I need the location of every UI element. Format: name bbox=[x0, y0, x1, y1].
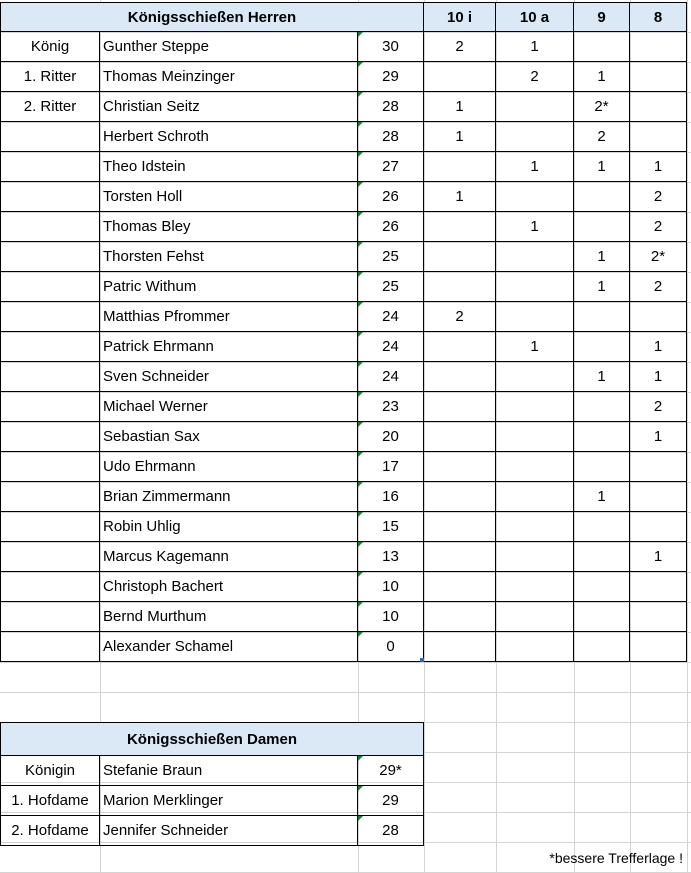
men-name-cell-text: Christian Seitz bbox=[103, 98, 200, 115]
men-hits-c9[interactable] bbox=[574, 452, 630, 482]
men-hits-c9-text: 2 bbox=[597, 128, 606, 145]
men-hits-c10i[interactable] bbox=[424, 302, 496, 332]
men-name-cell[interactable] bbox=[100, 92, 358, 122]
men-hits-c10a[interactable] bbox=[496, 632, 574, 662]
men-score-cell-text: 29 bbox=[382, 68, 399, 85]
men-hits-c8[interactable] bbox=[630, 542, 687, 572]
men-rank-cell-text: König bbox=[30, 38, 70, 55]
women-rank-cell[interactable] bbox=[0, 786, 100, 816]
men-hits-c10a[interactable] bbox=[496, 212, 574, 242]
men-hits-c8[interactable] bbox=[630, 272, 687, 302]
men-hits-c10a[interactable] bbox=[496, 602, 574, 632]
men-hits-c8-text: 2 bbox=[653, 278, 663, 295]
men-name-cell-text: Alexander Schamel bbox=[103, 638, 234, 655]
women-title-text: Königsschießen Damen bbox=[126, 730, 298, 748]
men-name-cell-text: Udo Ehrmann bbox=[103, 458, 196, 475]
men-col-header-text: 8 bbox=[653, 8, 663, 26]
men-hits-c8-text: 1 bbox=[653, 548, 663, 565]
men-hits-c10a[interactable] bbox=[496, 302, 574, 332]
women-name-cell-text: Stefanie Braun bbox=[103, 762, 203, 779]
men-name-cell[interactable] bbox=[100, 422, 358, 452]
men-score-cell-text: 25 bbox=[382, 278, 399, 295]
men-name-cell-text: Brian Zimmermann bbox=[103, 488, 231, 505]
men-score-cell[interactable] bbox=[358, 422, 424, 452]
men-score-cell-text: 16 bbox=[382, 488, 399, 505]
men-hits-c9[interactable] bbox=[574, 302, 630, 332]
men-name-cell-text: Christoph Bachert bbox=[103, 578, 224, 595]
men-hits-c10a[interactable] bbox=[496, 272, 574, 302]
men-hits-c8[interactable] bbox=[630, 302, 687, 332]
men-hits-c9[interactable] bbox=[574, 482, 630, 512]
men-rank-cell[interactable] bbox=[0, 482, 100, 512]
men-hits-c9[interactable] bbox=[574, 392, 630, 422]
men-col-header[interactable] bbox=[496, 2, 574, 32]
men-rank-cell[interactable] bbox=[0, 602, 100, 632]
men-hits-c8[interactable] bbox=[630, 392, 687, 422]
men-name-cell[interactable] bbox=[100, 62, 358, 92]
men-name-cell-text: Thorsten Fehst bbox=[103, 248, 204, 265]
men-hits-c8[interactable] bbox=[630, 362, 687, 392]
men-score-cell[interactable] bbox=[358, 152, 424, 182]
men-name-cell-text: Robin Uhlig bbox=[103, 518, 181, 535]
men-rank-cell[interactable] bbox=[0, 182, 100, 212]
men-name-cell-text: Theo Idstein bbox=[103, 158, 186, 175]
men-hits-c8-text: 2* bbox=[650, 248, 666, 265]
men-hits-c8-text: 1 bbox=[653, 338, 663, 355]
men-name-cell[interactable] bbox=[100, 122, 358, 152]
men-hits-c10a[interactable] bbox=[496, 62, 574, 92]
women-rank-cell[interactable] bbox=[0, 756, 100, 786]
women-name-cell-text: Jennifer Schneider bbox=[103, 822, 229, 839]
men-hits-c10a[interactable] bbox=[496, 32, 574, 62]
men-hits-c10a[interactable] bbox=[496, 572, 574, 602]
men-rank-cell[interactable] bbox=[0, 272, 100, 302]
men-hits-c10i[interactable] bbox=[424, 482, 496, 512]
men-hits-c8[interactable] bbox=[630, 452, 687, 482]
men-hits-c10a-text: 1 bbox=[530, 158, 539, 175]
men-hits-c10i[interactable] bbox=[424, 632, 496, 662]
men-hits-c8[interactable] bbox=[630, 92, 687, 122]
men-score-cell[interactable] bbox=[358, 362, 424, 392]
men-score-cell-text: 10 bbox=[382, 578, 399, 595]
men-score-cell-text: 23 bbox=[382, 398, 399, 415]
men-hits-c9[interactable] bbox=[574, 152, 630, 182]
men-rank-cell[interactable] bbox=[0, 452, 100, 482]
men-hits-c10i[interactable] bbox=[424, 332, 496, 362]
men-hits-c9[interactable] bbox=[574, 122, 630, 152]
men-col-header-text: 10 a bbox=[519, 8, 550, 26]
men-name-cell[interactable] bbox=[100, 242, 358, 272]
men-score-cell[interactable] bbox=[358, 122, 424, 152]
men-name-cell[interactable] bbox=[100, 512, 358, 542]
men-col-header[interactable] bbox=[574, 2, 630, 32]
men-score-cell-text: 28 bbox=[382, 128, 399, 145]
men-score-cell[interactable] bbox=[358, 182, 424, 212]
men-hits-c9-text: 1 bbox=[597, 158, 606, 175]
men-score-cell-text: 24 bbox=[382, 368, 399, 385]
women-rank-cell-text: Königin bbox=[24, 762, 76, 779]
men-name-cell-text: Patrick Ehrmann bbox=[103, 338, 214, 355]
men-hits-c10a-text: 2 bbox=[530, 68, 539, 85]
men-hits-c8[interactable] bbox=[630, 32, 687, 62]
men-hits-c10a[interactable] bbox=[496, 542, 574, 572]
men-score-cell[interactable] bbox=[358, 482, 424, 512]
men-hits-c10a[interactable] bbox=[496, 452, 574, 482]
men-score-cell[interactable] bbox=[358, 572, 424, 602]
men-hits-c10i-text: 2 bbox=[455, 308, 464, 325]
men-hits-c10a[interactable] bbox=[496, 332, 574, 362]
men-hits-c8[interactable] bbox=[630, 212, 687, 242]
men-rank-cell[interactable] bbox=[0, 392, 100, 422]
men-score-cell-text: 30 bbox=[382, 38, 399, 55]
women-rank-cell-text: 1. Hofdame bbox=[11, 792, 89, 809]
men-title-text: Königsschießen Herren bbox=[127, 8, 297, 26]
men-score-cell-text: 15 bbox=[382, 518, 399, 535]
men-score-cell[interactable] bbox=[358, 92, 424, 122]
men-hits-c10i[interactable] bbox=[424, 452, 496, 482]
men-hits-c10i-text: 1 bbox=[455, 188, 464, 205]
men-name-cell[interactable] bbox=[100, 152, 358, 182]
men-hits-c9[interactable] bbox=[574, 422, 630, 452]
men-rank-cell-text: 1. Ritter bbox=[23, 68, 77, 85]
men-hits-c8[interactable] bbox=[630, 182, 687, 212]
men-hits-c10i[interactable] bbox=[424, 272, 496, 302]
men-score-cell[interactable] bbox=[358, 452, 424, 482]
men-score-cell-text: 24 bbox=[382, 338, 399, 355]
men-hits-c10a[interactable] bbox=[496, 512, 574, 542]
men-score-cell-text: 17 bbox=[382, 458, 399, 475]
women-name-cell[interactable] bbox=[100, 786, 358, 816]
men-name-cell-text: Marcus Kagemann bbox=[103, 548, 229, 565]
men-score-cell-text: 13 bbox=[382, 548, 399, 565]
men-hits-c10a-text: 1 bbox=[530, 338, 539, 355]
men-hits-c9[interactable] bbox=[574, 212, 630, 242]
fill-handle[interactable] bbox=[420, 658, 424, 662]
men-hits-c10i[interactable] bbox=[424, 122, 496, 152]
men-name-cell-text: Sebastian Sax bbox=[103, 428, 200, 445]
men-rank-cell[interactable] bbox=[0, 32, 100, 62]
men-name-cell-text: Thomas Meinzinger bbox=[103, 68, 235, 85]
men-name-cell-text: Gunther Steppe bbox=[103, 38, 209, 55]
men-hits-c10i[interactable] bbox=[424, 392, 496, 422]
men-name-cell-text: Matthias Pfrommer bbox=[103, 308, 230, 325]
men-name-cell-text: Herbert Schroth bbox=[103, 128, 209, 145]
women-score-cell-text: 28 bbox=[382, 822, 399, 839]
men-hits-c9[interactable] bbox=[574, 362, 630, 392]
women-rank-cell-text: 2. Hofdame bbox=[11, 822, 89, 839]
women-score-cell[interactable] bbox=[358, 816, 424, 846]
men-score-cell[interactable] bbox=[358, 212, 424, 242]
men-rank-cell-text: 2. Ritter bbox=[23, 98, 77, 115]
men-hits-c8-text: 2 bbox=[653, 218, 663, 235]
men-hits-c8[interactable] bbox=[630, 482, 687, 512]
men-hits-c9[interactable] bbox=[574, 182, 630, 212]
men-rank-cell[interactable] bbox=[0, 542, 100, 572]
men-hits-c10i[interactable] bbox=[424, 362, 496, 392]
men-hits-c9-text: 1 bbox=[597, 278, 606, 295]
men-hits-c10a[interactable] bbox=[496, 182, 574, 212]
men-hits-c8-text: 1 bbox=[653, 368, 663, 385]
men-hits-c9[interactable] bbox=[574, 572, 630, 602]
men-hits-c10i[interactable] bbox=[424, 572, 496, 602]
men-hits-c10a[interactable] bbox=[496, 392, 574, 422]
men-hits-c9[interactable] bbox=[574, 32, 630, 62]
men-name-cell[interactable] bbox=[100, 32, 358, 62]
men-hits-c9[interactable] bbox=[574, 242, 630, 272]
men-score-cell[interactable] bbox=[358, 302, 424, 332]
men-score-cell-text: 20 bbox=[382, 428, 399, 445]
men-hits-c9[interactable] bbox=[574, 632, 630, 662]
men-score-cell[interactable] bbox=[358, 242, 424, 272]
men-hits-c9-text: 1 bbox=[597, 488, 606, 505]
men-hits-c10i-text: 1 bbox=[455, 128, 464, 145]
men-hits-c8[interactable] bbox=[630, 242, 687, 272]
men-name-cell-text: Sven Schneider bbox=[103, 368, 209, 385]
men-score-cell[interactable] bbox=[358, 392, 424, 422]
men-hits-c10a[interactable] bbox=[496, 122, 574, 152]
men-hits-c8-text: 2 bbox=[653, 398, 663, 415]
women-score-cell[interactable] bbox=[358, 756, 424, 786]
men-score-cell-text: 26 bbox=[382, 218, 399, 235]
men-score-cell-text: 0 bbox=[386, 638, 395, 655]
footnote bbox=[430, 846, 687, 870]
women-name-cell-text: Marion Merklinger bbox=[103, 792, 224, 809]
men-hits-c8-text: 2 bbox=[653, 188, 663, 205]
men-name-cell[interactable] bbox=[100, 632, 358, 662]
men-name-cell[interactable] bbox=[100, 272, 358, 302]
gridline bbox=[0, 692, 691, 693]
men-name-cell-text: Bernd Murthum bbox=[103, 608, 207, 625]
men-hits-c10a[interactable] bbox=[496, 482, 574, 512]
men-hits-c10a-text: 1 bbox=[530, 218, 539, 235]
men-name-cell-text: Michael Werner bbox=[103, 398, 208, 415]
men-hits-c9[interactable] bbox=[574, 542, 630, 572]
women-score-cell[interactable] bbox=[358, 786, 424, 816]
men-hits-c10i[interactable] bbox=[424, 602, 496, 632]
men-hits-c10i[interactable] bbox=[424, 152, 496, 182]
men-hits-c10i[interactable] bbox=[424, 242, 496, 272]
men-score-cell-text: 24 bbox=[382, 308, 399, 325]
men-hits-c10i-text: 2 bbox=[455, 38, 464, 55]
men-hits-c10a[interactable] bbox=[496, 362, 574, 392]
men-rank-cell[interactable] bbox=[0, 332, 100, 362]
men-hits-c10a[interactable] bbox=[496, 92, 574, 122]
men-hits-c9[interactable] bbox=[574, 332, 630, 362]
men-score-cell[interactable] bbox=[358, 632, 424, 662]
men-hits-c9-text: 1 bbox=[597, 68, 606, 85]
men-name-cell[interactable] bbox=[100, 212, 358, 242]
men-hits-c8[interactable] bbox=[630, 332, 687, 362]
men-hits-c10i[interactable] bbox=[424, 542, 496, 572]
men-hits-c10i-text: 1 bbox=[455, 98, 464, 115]
men-hits-c10i[interactable] bbox=[424, 212, 496, 242]
men-name-cell-text: Torsten Holl bbox=[103, 188, 183, 205]
men-score-cell[interactable] bbox=[358, 602, 424, 632]
men-hits-c9[interactable] bbox=[574, 62, 630, 92]
men-hits-c9-text: 1 bbox=[597, 368, 606, 385]
men-hits-c10a[interactable] bbox=[496, 152, 574, 182]
men-title[interactable] bbox=[0, 2, 424, 32]
men-rank-cell[interactable] bbox=[0, 512, 100, 542]
men-hits-c8-text: 1 bbox=[653, 428, 663, 445]
men-rank-cell[interactable] bbox=[0, 62, 100, 92]
men-rank-cell[interactable] bbox=[0, 422, 100, 452]
men-score-cell[interactable] bbox=[358, 332, 424, 362]
men-score-cell[interactable] bbox=[358, 512, 424, 542]
women-rank-cell[interactable] bbox=[0, 816, 100, 846]
men-hits-c10i[interactable] bbox=[424, 62, 496, 92]
men-score-cell[interactable] bbox=[358, 542, 424, 572]
men-name-cell[interactable] bbox=[100, 482, 358, 512]
men-name-cell[interactable] bbox=[100, 332, 358, 362]
women-name-cell[interactable] bbox=[100, 756, 358, 786]
men-hits-c8-text: 1 bbox=[653, 158, 663, 175]
men-hits-c8[interactable] bbox=[630, 512, 687, 542]
men-hits-c9-text: 2* bbox=[594, 98, 609, 115]
men-rank-cell[interactable] bbox=[0, 122, 100, 152]
men-name-cell[interactable] bbox=[100, 602, 358, 632]
men-score-cell[interactable] bbox=[358, 32, 424, 62]
men-hits-c9[interactable] bbox=[574, 92, 630, 122]
men-score-cell[interactable] bbox=[358, 272, 424, 302]
men-hits-c10i[interactable] bbox=[424, 422, 496, 452]
gridline bbox=[0, 662, 691, 663]
men-col-header[interactable] bbox=[630, 2, 687, 32]
men-hits-c8[interactable] bbox=[630, 632, 687, 662]
men-hits-c8[interactable] bbox=[630, 152, 687, 182]
men-hits-c8[interactable] bbox=[630, 62, 687, 92]
men-hits-c10i[interactable] bbox=[424, 92, 496, 122]
men-name-cell[interactable] bbox=[100, 182, 358, 212]
men-hits-c10a[interactable] bbox=[496, 242, 574, 272]
men-score-cell-text: 26 bbox=[382, 188, 399, 205]
women-score-cell-text: 29* bbox=[379, 762, 402, 779]
men-name-cell[interactable] bbox=[100, 572, 358, 602]
men-hits-c10i[interactable] bbox=[424, 32, 496, 62]
men-col-header-text: 9 bbox=[597, 8, 606, 26]
men-rank-cell[interactable] bbox=[0, 632, 100, 662]
men-hits-c8[interactable] bbox=[630, 572, 687, 602]
men-name-cell[interactable] bbox=[100, 452, 358, 482]
men-rank-cell[interactable] bbox=[0, 212, 100, 242]
men-score-cell-text: 10 bbox=[382, 608, 399, 625]
men-col-header-text: 10 i bbox=[446, 8, 473, 26]
men-hits-c9[interactable] bbox=[574, 602, 630, 632]
men-name-cell[interactable] bbox=[100, 392, 358, 422]
men-hits-c10i[interactable] bbox=[424, 512, 496, 542]
men-hits-c10a[interactable] bbox=[496, 422, 574, 452]
men-name-cell[interactable] bbox=[100, 302, 358, 332]
gridline bbox=[687, 0, 688, 872]
men-rank-cell[interactable] bbox=[0, 362, 100, 392]
men-score-cell-text: 28 bbox=[382, 98, 399, 115]
men-name-cell-text: Patric Withum bbox=[103, 278, 197, 295]
men-hits-c9[interactable] bbox=[574, 512, 630, 542]
men-rank-cell[interactable] bbox=[0, 92, 100, 122]
men-score-cell-text: 27 bbox=[382, 158, 399, 175]
men-score-cell-text: 25 bbox=[382, 248, 399, 265]
men-hits-c8[interactable] bbox=[630, 122, 687, 152]
men-hits-c9-text: 1 bbox=[597, 248, 606, 265]
men-hits-c8[interactable] bbox=[630, 422, 687, 452]
footnote-text: *bessere Trefferlage ! bbox=[549, 850, 683, 866]
men-hits-c8[interactable] bbox=[630, 602, 687, 632]
men-name-cell-text: Thomas Bley bbox=[103, 218, 191, 235]
men-name-cell[interactable] bbox=[100, 362, 358, 392]
men-rank-cell[interactable] bbox=[0, 572, 100, 602]
men-name-cell[interactable] bbox=[100, 542, 358, 572]
men-rank-cell[interactable] bbox=[0, 242, 100, 272]
men-col-header[interactable] bbox=[424, 2, 496, 32]
women-score-cell-text: 29 bbox=[382, 792, 399, 809]
men-rank-cell[interactable] bbox=[0, 152, 100, 182]
men-score-cell[interactable] bbox=[358, 62, 424, 92]
men-hits-c10a-text: 1 bbox=[530, 38, 539, 55]
men-hits-c10i[interactable] bbox=[424, 182, 496, 212]
women-title[interactable] bbox=[0, 722, 424, 756]
women-name-cell[interactable] bbox=[100, 816, 358, 846]
men-hits-c9[interactable] bbox=[574, 272, 630, 302]
men-rank-cell[interactable] bbox=[0, 302, 100, 332]
